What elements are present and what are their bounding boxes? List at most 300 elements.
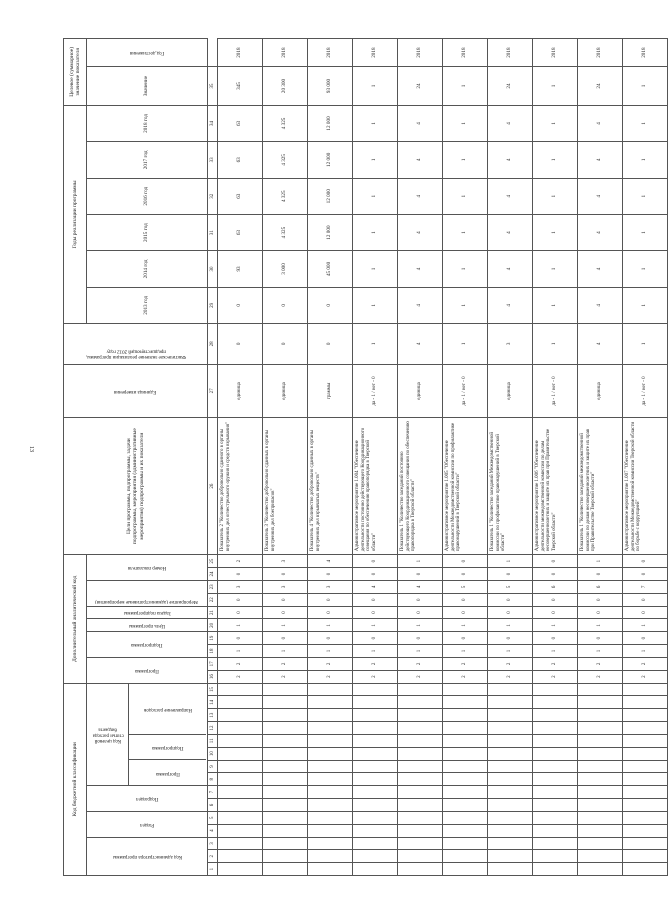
code-cell [263, 837, 308, 850]
target-value-cell: 24 [488, 67, 533, 106]
year-value-cell: 4 [578, 287, 623, 323]
code-cell [218, 850, 263, 863]
code-cell: 2 [308, 670, 353, 683]
target-article-group [87, 683, 208, 786]
code-cell [398, 773, 443, 786]
code-cell [308, 683, 353, 696]
year-value-cell: 1 [623, 178, 668, 214]
code-cell: 0 [533, 632, 578, 645]
year-value-cell: 4 [488, 214, 533, 250]
column-number: 16 [208, 670, 218, 683]
code-cell [488, 824, 533, 837]
year-value-cell: 1 [353, 214, 398, 250]
year-value-cell: 1 [353, 178, 398, 214]
subprogram-a-header: Подпрограмма [151, 744, 184, 750]
code-cell [353, 824, 398, 837]
code-cell [308, 786, 353, 799]
year-value-cell: 1 [533, 105, 578, 141]
code-cell [353, 747, 398, 760]
code-cell [443, 696, 488, 709]
unit-cell: единица [218, 364, 263, 418]
code-cell: 1 [263, 645, 308, 658]
table-row [623, 39, 668, 876]
code-cell [443, 760, 488, 773]
column-number: 22 [208, 593, 218, 606]
code-cell [308, 850, 353, 863]
code-cell: 2 [218, 657, 263, 670]
target-year-cell: 2018 [398, 39, 443, 67]
code-cell [398, 850, 443, 863]
year-value-cell: 1 [443, 214, 488, 250]
year-2015-header: 2015 год [87, 214, 208, 250]
year-2018-header: 2018 год [87, 105, 208, 141]
year-value-cell: 4 [398, 287, 443, 323]
year-value-cell: 1 [353, 251, 398, 287]
code-cell [398, 811, 443, 824]
code-cell: 2 [488, 657, 533, 670]
column-number: 26 [208, 418, 218, 555]
code-cell: 0 [623, 555, 668, 568]
code-cell: 0 [488, 606, 533, 619]
code-cell [218, 709, 263, 722]
code-cell [353, 863, 398, 876]
code-cell: 0 [578, 593, 623, 606]
code-cell: 2 [578, 670, 623, 683]
direction-header: Направление расходов [143, 706, 192, 712]
code-cell [623, 709, 668, 722]
admin-code-header: Код администратора программы [87, 837, 208, 875]
year-value-cell: 4 [398, 105, 443, 141]
code-cell [488, 786, 533, 799]
year-value-cell: 1 [533, 287, 578, 323]
code-cell [308, 799, 353, 812]
code-cell [398, 683, 443, 696]
column-number: 20 [208, 619, 218, 632]
code-cell [218, 760, 263, 773]
code-cell: 2 [533, 657, 578, 670]
fact-value-cell: 0 [263, 324, 308, 365]
program-a-header: Программа [155, 770, 180, 776]
column-number: 29 [208, 287, 218, 323]
rotated-table-frame [63, 38, 655, 876]
code-cell [533, 734, 578, 747]
code-cell [308, 863, 353, 876]
code-cell [218, 734, 263, 747]
fact-value-cell: 0 [218, 324, 263, 365]
code-cell [263, 850, 308, 863]
code-cell [623, 734, 668, 747]
year-value-cell: 45 000 [308, 251, 353, 287]
unit-cell: да - 1 / нет - 0 [533, 364, 578, 418]
code-cell [443, 811, 488, 824]
year-value-cell: 1 [533, 142, 578, 178]
code-cell: 0 [308, 606, 353, 619]
code-cell: 2 [398, 670, 443, 683]
code-cell [578, 824, 623, 837]
code-cell: 0 [623, 632, 668, 645]
table-row [308, 39, 353, 876]
year-value-cell: 1 [353, 105, 398, 141]
year-value-cell: 1 [623, 214, 668, 250]
code-cell [578, 722, 623, 735]
code-cell [353, 683, 398, 696]
code-cell [623, 760, 668, 773]
code-cell [263, 760, 308, 773]
code-cell [488, 850, 533, 863]
subprogram-task-header: Задача подпрограммы [87, 606, 208, 619]
code-cell: 0 [353, 606, 398, 619]
code-cell: 0 [263, 593, 308, 606]
code-cell [218, 683, 263, 696]
code-cell: 0 [578, 632, 623, 645]
table-row [578, 39, 623, 876]
code-cell: 0 [218, 606, 263, 619]
code-cell [443, 747, 488, 760]
code-cell [398, 722, 443, 735]
code-cell [443, 799, 488, 812]
code-cell: 0 [623, 593, 668, 606]
target-year-cell: 2018 [578, 39, 623, 67]
table-row [263, 39, 308, 876]
code-cell: 0 [533, 593, 578, 606]
code-cell: 6 [533, 580, 578, 593]
fact-value-header: Фактическое значение реализации программы, предшествующей 2012 году [64, 324, 208, 365]
year-value-cell: 4 [488, 105, 533, 141]
column-number: 14 [208, 696, 218, 709]
code-cell [623, 863, 668, 876]
code-cell [533, 799, 578, 812]
code-cell [263, 786, 308, 799]
fact-value-cell: 1 [623, 324, 668, 365]
program-indicators-table [63, 38, 668, 876]
unit-header: Единица измерения [64, 364, 208, 418]
code-cell [623, 811, 668, 824]
indicator-description: Показатель 1 "Количество заседаний межведомственной комиссии по делам несовершеннолетних и защите их прав при Правительстве Тверской области" [578, 418, 623, 555]
code-cell: 0 [488, 593, 533, 606]
code-cell [218, 722, 263, 735]
code-cell [308, 773, 353, 786]
code-cell: 0 [353, 555, 398, 568]
code-cell [488, 773, 533, 786]
code-cell [488, 683, 533, 696]
code-cell [308, 709, 353, 722]
fact-value-cell: 3 [488, 324, 533, 365]
code-cell [443, 837, 488, 850]
code-cell: 0 [533, 568, 578, 581]
subprogram-b-header: Подпрограмма [87, 632, 208, 658]
code-cell [533, 683, 578, 696]
code-cell [308, 811, 353, 824]
code-cell [353, 799, 398, 812]
code-cell [443, 734, 488, 747]
code-cell: 0 [308, 568, 353, 581]
code-cell: 0 [443, 555, 488, 568]
code-cell: 0 [218, 593, 263, 606]
column-number-row [208, 39, 218, 876]
target-year-cell: 2018 [308, 39, 353, 67]
code-cell [578, 696, 623, 709]
column-number: 27 [208, 364, 218, 418]
code-cell [578, 709, 623, 722]
year-value-cell: 4 [578, 251, 623, 287]
year-value-cell: 4 [578, 178, 623, 214]
column-number: 9 [208, 760, 218, 773]
code-cell [488, 863, 533, 876]
column-number: 24 [208, 568, 218, 581]
code-cell: 2 [353, 670, 398, 683]
year-value-cell: 4 325 [263, 178, 308, 214]
target-value-cell: 24 [578, 67, 623, 106]
table-row [218, 39, 263, 876]
column-number: 30 [208, 251, 218, 287]
column-number: 10 [208, 747, 218, 760]
year-value-cell: 1 [623, 287, 668, 323]
code-cell: 0 [533, 555, 578, 568]
code-cell: 1 [353, 645, 398, 658]
code-cell: 3 [218, 580, 263, 593]
year-value-cell: 4 325 [263, 214, 308, 250]
code-cell [218, 773, 263, 786]
code-cell: 1 [488, 555, 533, 568]
column-number: 23 [208, 580, 218, 593]
code-cell [443, 786, 488, 799]
code-cell: 1 [623, 619, 668, 632]
indicator-description: Показатель 4 "Количество добровольно сданных в органы внутренних дел взрывчатых веществ" [308, 418, 353, 555]
code-cell [218, 786, 263, 799]
column-number: 13 [208, 709, 218, 722]
code-cell: 2 [308, 657, 353, 670]
year-value-cell: 4 325 [263, 105, 308, 141]
code-cell [353, 734, 398, 747]
code-cell [398, 734, 443, 747]
code-cell [533, 811, 578, 824]
code-cell [308, 760, 353, 773]
target-value-cell: 345 [218, 67, 263, 106]
code-cell: 1 [623, 645, 668, 658]
year-value-cell: 1 [623, 142, 668, 178]
column-number: 6 [208, 799, 218, 812]
code-cell: 1 [578, 619, 623, 632]
code-cell [218, 747, 263, 760]
code-cell [353, 773, 398, 786]
code-cell [308, 696, 353, 709]
code-cell: 0 [488, 632, 533, 645]
target-value-cell: 1 [353, 67, 398, 106]
code-cell [533, 747, 578, 760]
code-cell: 0 [398, 593, 443, 606]
code-cell [443, 709, 488, 722]
code-cell [218, 799, 263, 812]
code-cell [308, 747, 353, 760]
code-cell [353, 722, 398, 735]
code-cell: 2 [623, 670, 668, 683]
indicator-description: Административное мероприятие 1.004 "Обеспечение деятельности постоянно действующего Координационного совещания по обеспечению правопорядка в Тверской области" [353, 418, 398, 555]
code-cell: 1 [488, 645, 533, 658]
year-value-cell: 4 [488, 178, 533, 214]
code-cell [308, 722, 353, 735]
code-cell [488, 734, 533, 747]
code-cell [488, 837, 533, 850]
code-cell [488, 811, 533, 824]
code-cell [353, 811, 398, 824]
code-cell: 1 [578, 555, 623, 568]
year-2014-header: 2014 год [87, 251, 208, 287]
code-cell: 0 [353, 632, 398, 645]
code-cell: 3 [308, 580, 353, 593]
indicator-description: Административное мероприятие 1.005 "Обеспечение деятельности Межведомственной комиссии по профилактике правонарушений в Тверской области" [443, 418, 488, 555]
code-cell [398, 824, 443, 837]
code-cell [263, 734, 308, 747]
code-cell [263, 696, 308, 709]
year-value-cell: 4 [578, 214, 623, 250]
column-number: 17 [208, 657, 218, 670]
column-number: 33 [208, 142, 218, 178]
code-cell: 2 [443, 657, 488, 670]
code-cell: 1 [443, 619, 488, 632]
year-value-cell: 1 [443, 142, 488, 178]
target-value-cell: 24 [398, 67, 443, 106]
code-cell: 4 [353, 580, 398, 593]
target-value-cell: 20 300 [263, 67, 308, 106]
year-value-cell: 1 [623, 251, 668, 287]
year-value-cell: 4 [398, 178, 443, 214]
code-cell [623, 786, 668, 799]
fact-value-cell: 1 [533, 324, 578, 365]
code-cell: 1 [488, 619, 533, 632]
code-cell [623, 850, 668, 863]
code-cell: 0 [488, 568, 533, 581]
code-cell [488, 799, 533, 812]
column-number: 21 [208, 606, 218, 619]
indicator-description: Показатель 1 "Количество заседаний постоянно действующего Координационного совещания по обеспечению правопорядка в Тверской области" [398, 418, 443, 555]
code-cell [533, 850, 578, 863]
code-cell [533, 824, 578, 837]
code-cell [308, 837, 353, 850]
code-cell [398, 760, 443, 773]
code-cell [488, 760, 533, 773]
year-value-cell: 63 [218, 142, 263, 178]
indicator-description: Показатель 3 "Количество добровольно сданных в органы внутренних дел боеприпасов" [263, 418, 308, 555]
code-cell [623, 683, 668, 696]
code-cell [353, 837, 398, 850]
events-header: Мероприятие (административные мероприятия) [87, 580, 208, 606]
column-number: 11 [208, 734, 218, 747]
code-cell: 0 [443, 632, 488, 645]
code-cell [263, 863, 308, 876]
code-cell [218, 824, 263, 837]
column-number: 35 [208, 67, 218, 106]
year-value-cell: 1 [623, 105, 668, 141]
razdel-header: Раздел [87, 811, 208, 837]
fact-value-cell: 4 [578, 324, 623, 365]
target-year-cell: 2018 [488, 39, 533, 67]
target-year-cell: 2018 [623, 39, 668, 67]
target-header: Целевое (суммарное) значение показателя [64, 39, 87, 106]
code-cell: 2 [263, 670, 308, 683]
year-value-cell: 1 [443, 178, 488, 214]
code-cell [578, 863, 623, 876]
table-row [533, 39, 578, 876]
code-cell [533, 696, 578, 709]
code-cell [488, 709, 533, 722]
code-cell [623, 837, 668, 850]
code-cell: 2 [353, 657, 398, 670]
column-number: 8 [208, 773, 218, 786]
table-row [488, 39, 533, 876]
code-cell: 1 [353, 619, 398, 632]
column-number: 2 [208, 850, 218, 863]
code-cell [578, 747, 623, 760]
unit-cell: да - 1 / нет - 0 [443, 364, 488, 418]
year-value-cell: 4 [578, 105, 623, 141]
code-cell: 2 [263, 657, 308, 670]
code-cell: 2 [218, 555, 263, 568]
code-cell: 1 [398, 619, 443, 632]
target-value-header: Значение [87, 67, 208, 106]
year-value-cell: 4 [488, 251, 533, 287]
code-cell: 0 [263, 606, 308, 619]
unit-cell: граммы [308, 364, 353, 418]
code-cell [578, 811, 623, 824]
code-cell [443, 722, 488, 735]
indicator-description: Показатель 2 "Количество добровольно сданного в органы внутренних дел огнестрельного оружия и средств взрывания" [218, 418, 263, 555]
code-cell [533, 722, 578, 735]
code-cell [398, 837, 443, 850]
code-cell [578, 786, 623, 799]
column-number: 7 [208, 786, 218, 799]
code-cell [488, 722, 533, 735]
year-value-cell: 0 [218, 287, 263, 323]
code-cell: 0 [443, 606, 488, 619]
year-value-cell: 0 [263, 287, 308, 323]
code-cell [398, 799, 443, 812]
program-goal-header: Цель программы [87, 619, 208, 632]
code-cell: 0 [443, 593, 488, 606]
code-cell [398, 863, 443, 876]
code-cell [353, 850, 398, 863]
code-cell [578, 760, 623, 773]
code-cell [263, 709, 308, 722]
target-year-cell: 2018 [218, 39, 263, 67]
unit-cell: единица [398, 364, 443, 418]
year-value-cell: 1 [443, 251, 488, 287]
column-number: 1 [208, 863, 218, 876]
fact-value-cell: 4 [398, 324, 443, 365]
code-cell [623, 773, 668, 786]
code-cell [533, 709, 578, 722]
year-value-cell: 12 000 [308, 105, 353, 141]
fact-value-cell: 0 [308, 324, 353, 365]
unit-cell: единица [578, 364, 623, 418]
code-cell [578, 837, 623, 850]
code-cell [623, 722, 668, 735]
column-number: 4 [208, 824, 218, 837]
table-row [398, 39, 443, 876]
code-cell [263, 811, 308, 824]
year-value-cell: 4 [578, 142, 623, 178]
year-value-cell: 4 325 [263, 142, 308, 178]
code-cell: 0 [623, 606, 668, 619]
code-cell: 2 [398, 657, 443, 670]
code-cell: 3 [263, 555, 308, 568]
column-number: 5 [208, 811, 218, 824]
code-cell [488, 696, 533, 709]
code-cell [308, 824, 353, 837]
year-value-cell: 12 000 [308, 178, 353, 214]
code-cell: 0 [308, 632, 353, 645]
code-cell [398, 747, 443, 760]
code-cell [353, 760, 398, 773]
